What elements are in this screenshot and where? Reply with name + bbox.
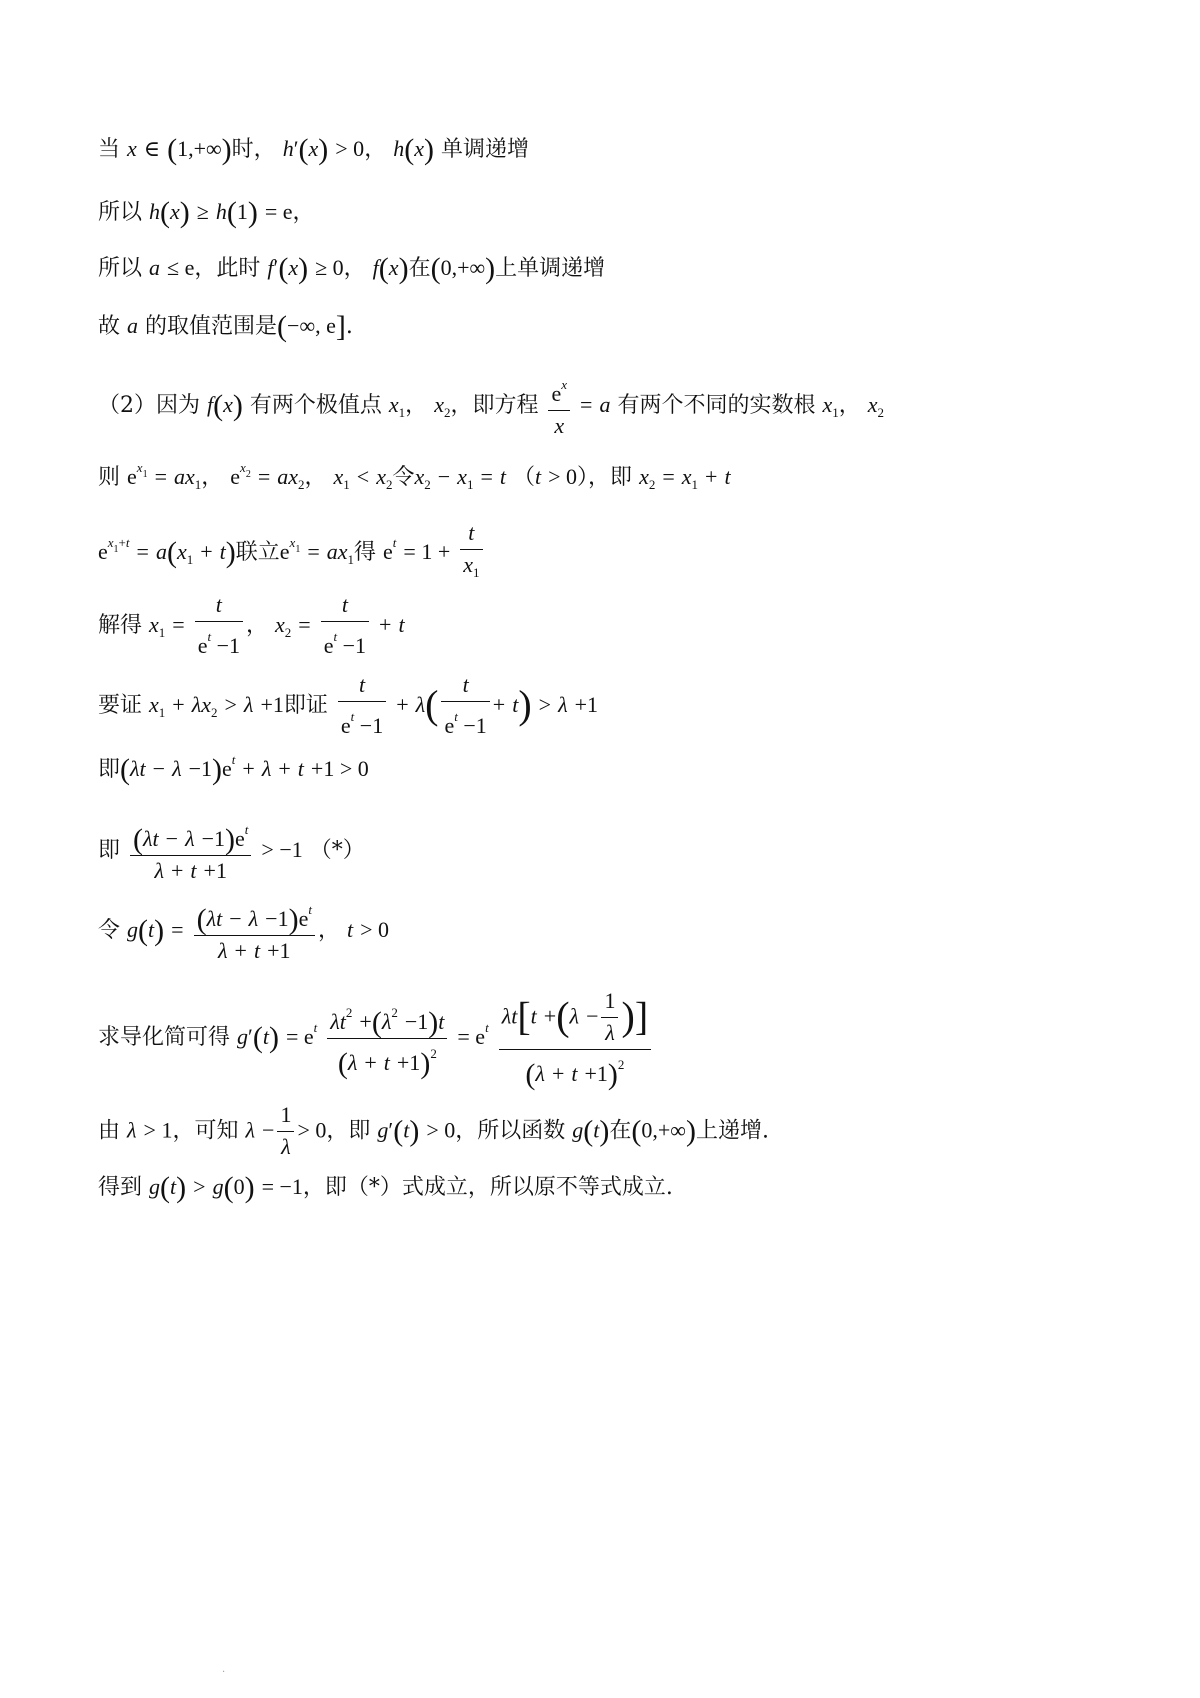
text: 有两个不同的实数根 xyxy=(617,393,816,418)
fraction: λt[t +(λ − $\frac{1}{\lambda}$ )] $(\lambda + t +1)^2$ xyxy=(499,986,651,1090)
text: ， xyxy=(405,393,428,418)
text: ，即 xyxy=(326,1118,371,1144)
line-14: 由 λ > 1，可知 λ − $\frac{1}{\lambda}$ > 0，即 g′(t) > 0，所以函数 g(t)在(0,+∞)上递增. xyxy=(98,1100,769,1163)
text: 上单调递增 xyxy=(495,256,606,281)
text: 联立 xyxy=(235,540,280,565)
text: 得 xyxy=(354,540,377,565)
line-10: 即$(\lambda t - \lambda -1)e^t + \lambda + t +1 > 0$ xyxy=(98,752,369,786)
text: ，即（*）式成立，所以原不等式成立. xyxy=(302,1175,673,1200)
text: 故 xyxy=(98,314,121,339)
text: ，即方程 xyxy=(450,393,539,418)
line-8: 解得 $x_1$ = $\frac{t}{e^t -1}$ ， $x_2$ = $\frac{t}{e^t -1}$ + t xyxy=(98,590,405,662)
text: 即证 xyxy=(283,693,328,718)
text: ），即 xyxy=(577,465,633,490)
line-9: 要证 $x_1 + \lambda x_2 > \lambda +1$即证 $\frac{t}{e^t -1}$ + λ( $\frac{t}{e^t -1}$ + t) > λ +1 xyxy=(98,670,598,742)
fraction: $\frac{t}{x_1}$ xyxy=(460,518,482,588)
text: 则 xyxy=(98,465,121,490)
fraction: $\frac{t}{e^t -1}$ xyxy=(195,590,243,662)
text: 求导化简可得 xyxy=(98,1025,231,1050)
line-15: 得到 g(t) > g(0) = −1，即（*）式成立，所以原不等式成立. xyxy=(98,1171,673,1204)
line-2: 所以 h(x) ≥ h(1) = e， xyxy=(98,196,315,229)
line-7: $e^{x_1+t} = a(x_1 + t)$联立$e^{x_1} = ax_1$得 $e^t = 1$ + $\frac{t}{x_1}$ xyxy=(98,518,486,588)
line-1: 当 x ∈ (1,+∞)时， h′(x) > 0， h(x) 单调递增 xyxy=(98,133,529,166)
text: 的取值范围是 xyxy=(145,314,278,339)
line-6: 则 $e^{x_1} = ax_1$， $e^{x_2} = ax_2$， $x_1 < x_2$令$x_2 - x_1 = t$ （t > 0），即 $x_2 = x_1 + t$ xyxy=(98,460,731,492)
fraction: $\frac{(\lambda t - \lambda -1)e^t}{\lambda + t +1}$ xyxy=(130,815,251,887)
line-4: 故 a 的取值范围是(−∞, e]. xyxy=(98,310,353,343)
fraction: $\frac{(\lambda t - \lambda -1)e^t}{\lambda + t +1}$ xyxy=(194,895,315,967)
text: 解得 xyxy=(98,613,143,638)
text: ， xyxy=(317,918,340,943)
text: （ xyxy=(512,465,535,490)
text: 要证 xyxy=(98,693,143,718)
line-11: 即 $\frac{(\lambda t - \lambda -1)e^t}{\lambda + t +1}$ > −1 （*） xyxy=(98,815,365,887)
text: ，可知 xyxy=(172,1118,239,1144)
fraction: $\frac{1}{\lambda}$ xyxy=(601,986,618,1049)
line-3: 所以 a ≤ e，此时 f′(x) ≥ 0， f(x)在(0,+∞)上单调递增 xyxy=(98,252,606,285)
text: 即 xyxy=(98,757,121,782)
text: （2）因为 xyxy=(98,393,200,418)
text: 得到 xyxy=(98,1175,143,1200)
line-12: 令 g(t) = $\frac{(\lambda t - \lambda -1)e^t}{\lambda + t +1}$ ， t > 0 xyxy=(98,895,389,967)
text: 由 xyxy=(98,1118,121,1144)
fraction: $\frac{\lambda t^2 +(\lambda^2 -1)t}{(\lambda + t +1)^2}$ xyxy=(327,998,447,1079)
text: 当 xyxy=(98,137,121,162)
fraction: $\frac{t}{e^t -1}$ xyxy=(441,670,489,742)
text: ，所以函数 xyxy=(455,1118,566,1144)
text: ， xyxy=(304,465,327,490)
text: 时， xyxy=(231,137,276,162)
fraction: $\frac{t}{e^t -1}$ xyxy=(321,590,369,662)
text: ， xyxy=(246,613,269,638)
text: 即 xyxy=(98,838,121,863)
line-13: 求导化简可得 $g'(t) = e^t$ $\frac{\lambda t^2 +(\lambda^2 -1)t}{(\lambda + t +1)^2}$ = $e^t$ λt[t +(λ − $\frac{1}{\lambda}$ )] $(\lambda + t +1)^2$ xyxy=(98,986,654,1090)
text: ， xyxy=(838,393,861,418)
text: （*） xyxy=(309,838,365,863)
fraction: $\frac{1}{\lambda}$ xyxy=(277,1100,294,1163)
text: 在 xyxy=(609,1118,632,1144)
text: 所以 xyxy=(98,256,143,281)
text: ， xyxy=(343,256,366,281)
text: 单调递增 xyxy=(440,137,529,162)
text: 有两个极值点 xyxy=(249,393,382,418)
text: ， xyxy=(201,465,224,490)
fraction: $\frac{e^x}{x}$ xyxy=(548,370,570,442)
text: 在 xyxy=(408,256,431,281)
text: ，此时 xyxy=(194,256,261,281)
text: ， xyxy=(292,200,315,225)
line-5: （2）因为 f(x) 有两个极值点 $x_1$， $x_2$，即方程 $\frac{e^x}{x}$ = a 有两个不同的实数根 $x_1$， $x_2$ xyxy=(98,370,884,442)
text: 上递增. xyxy=(695,1118,769,1144)
text: 令 xyxy=(392,465,415,490)
text: 所以 xyxy=(98,200,143,225)
footer-mark: . xyxy=(222,1664,226,1675)
text: 令 xyxy=(98,918,121,943)
text: . xyxy=(345,314,353,339)
fraction: $\frac{t}{e^t -1}$ xyxy=(338,670,386,742)
